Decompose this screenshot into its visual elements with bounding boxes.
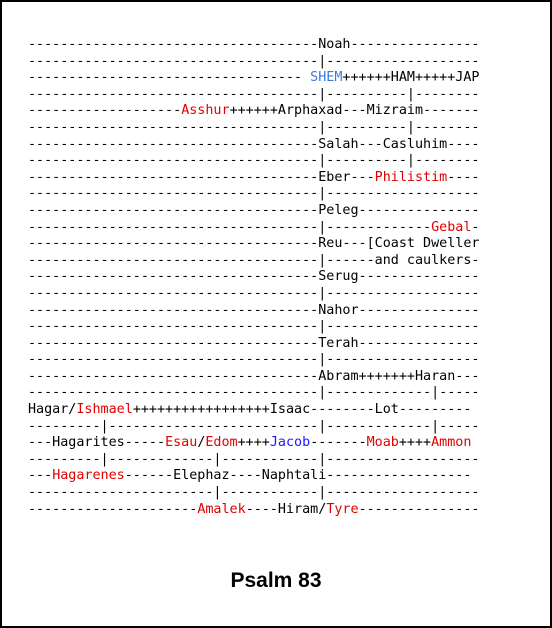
tree-line (28, 153, 524, 170)
tree-line (28, 385, 524, 402)
tree-line (28, 269, 524, 286)
tree-line (28, 435, 524, 452)
tree-name-lightblue: SHEM (310, 70, 343, 86)
tree-line (28, 220, 524, 237)
tree-line (28, 485, 524, 502)
tree-line (28, 186, 524, 203)
tree-name-red: Esau (165, 435, 198, 451)
tree-text: ++++++HAM+++++JAP (342, 70, 480, 86)
tree-line (28, 303, 524, 320)
tree-line (28, 70, 524, 87)
tree-text: --------------- (358, 501, 480, 517)
tree-line (28, 103, 524, 120)
tree-text: - (471, 219, 480, 235)
tree-text: ------------------------------------|------------------- (28, 352, 480, 368)
tree-line (28, 87, 524, 104)
tree-name-blue: Jacob (269, 435, 311, 451)
tree-line (28, 502, 524, 519)
tree-text: ++++ (398, 435, 432, 451)
tree-text: -----------------------|------------|------------------- (28, 485, 480, 501)
tree-text: ---------------------------------- (28, 70, 311, 86)
tree-text: ------------------------------------Salah---Casluhim---- (28, 136, 480, 152)
tree-text: --- (28, 468, 53, 484)
tree-text: ------------------------------------|----------|-------- (28, 119, 480, 135)
tree-line (28, 37, 524, 54)
tree-text: ------------------------------------|------------------- (28, 319, 480, 335)
tree-text: ------------------------------------|----------|-------- (28, 153, 480, 169)
tree-name-red: Asshur (181, 103, 230, 119)
tree-line (28, 236, 524, 253)
tree-name-red: Moab (366, 435, 399, 451)
tree-line (28, 120, 524, 137)
tree-line (28, 352, 524, 369)
tree-text: / (197, 435, 206, 451)
tree-line (28, 452, 524, 469)
tree-line (28, 137, 524, 154)
tree-name-red: Philistim (374, 169, 448, 185)
tree-line (28, 253, 524, 270)
tree-text: ------- (310, 435, 367, 451)
tree-line (28, 369, 524, 386)
tree-text: ------------------------------------Abram+++++++Haran--- (28, 368, 480, 384)
tree-line (28, 54, 524, 71)
tree-line (28, 170, 524, 187)
tree-text: ---- (447, 169, 480, 185)
tree-text: ------Elephaz----Naphtali------------------ (124, 468, 472, 484)
tree-text: ------------------------------------|------------------- (28, 53, 480, 69)
tree-name-red: Edom (205, 435, 238, 451)
tree-name-red: Gebal (431, 219, 472, 235)
tree-name-red: Ammon (431, 435, 472, 451)
tree-text: Hagar/ (28, 402, 77, 418)
genealogy-tree (28, 37, 524, 518)
tree-text: ------------------------------------Terah--------------- (28, 335, 480, 351)
tree-text: --------------------- (28, 501, 198, 517)
tree-line (28, 286, 524, 303)
tree-line (28, 203, 524, 220)
tree-text: ------------------------------------Nahor--------------- (28, 302, 480, 318)
tree-name-red: Amalek (197, 501, 246, 517)
tree-line (28, 336, 524, 353)
tree-text: ++++ (237, 435, 270, 451)
tree-text: ---------|--------------------------|-------------|----- (28, 418, 480, 434)
tree-text: ----Hiram/ (245, 501, 327, 517)
tree-text: ------------------------------------Eber--- (28, 169, 375, 185)
tree-name-red: Tyre (326, 501, 359, 517)
tree-text: ------------------- (28, 103, 182, 119)
tree-text: ------------------------------------Serug--------------- (28, 269, 480, 285)
tree-name-red: Ishmael (76, 402, 133, 418)
tree-text: ------------------------------------|------------------- (28, 186, 480, 202)
tree-line (28, 402, 524, 419)
tree-text: +++++++++++++++++Isaac--------Lot--------- (132, 402, 472, 418)
tree-text: ------------------------------------|------------------- (28, 285, 480, 301)
caption-title: Psalm 83 (230, 569, 322, 592)
tree-text: ---Hagarites----- (28, 435, 166, 451)
tree-line (28, 468, 524, 485)
tree-text: ++++++Arphaxad---Mizraim------- (229, 103, 480, 119)
tree-text: ------------------------------------Noah---------------- (28, 37, 480, 52)
tree-text: ------------------------------------|------and caulkers- (28, 252, 480, 268)
tree-text: ---------|-------------|------------|------------------- (28, 451, 480, 467)
tree-line (28, 319, 524, 336)
tree-text: ------------------------------------|-------------|----- (28, 385, 480, 401)
tree-text: ------------------------------------Reu---[Coast Dweller (28, 236, 480, 252)
tree-line (28, 419, 524, 436)
tree-text: ------------------------------------|----------|-------- (28, 86, 480, 102)
tree-text: ------------------------------------Peleg--------------- (28, 202, 480, 218)
tree-name-red: Hagarenes (52, 468, 125, 484)
tree-text: ------------------------------------|------------- (28, 219, 432, 235)
